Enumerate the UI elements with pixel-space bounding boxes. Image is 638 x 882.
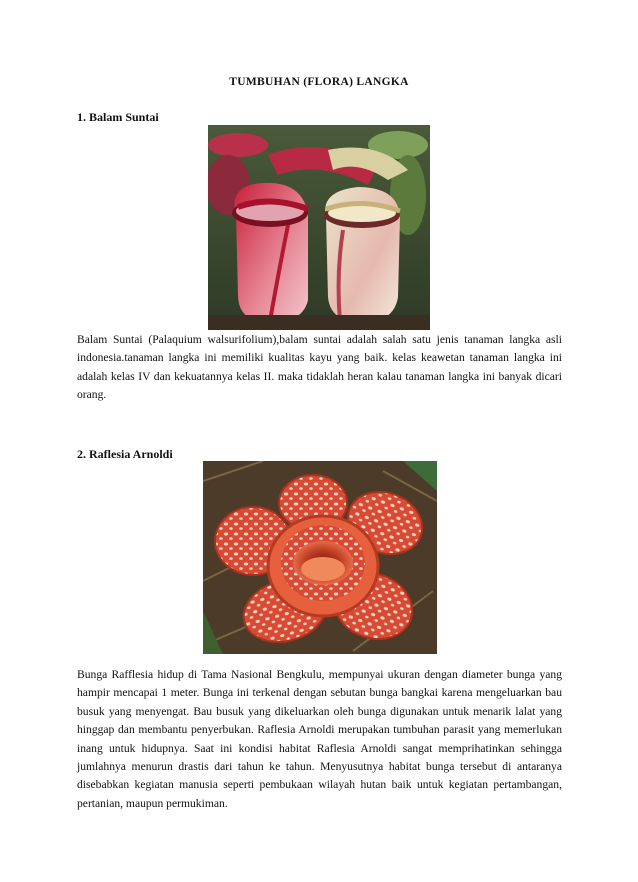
section-body-raflesia-arnoldi: Bunga Rafflesia hidup di Tama Nasional Bengkulu, mempunyai ukuran dengan diameter bunga yang hampir mencapai 1 meter. Bunga ini terkenal dengan sebutan bunga bangkai karena mengeluarkan bau busuk yang menyengat. Bau busuk yang dikeluarkan oleh bunga digunakan untuk menarik lalat yang hinggap dan membantu penyerbukan. Raflesia Arnoldi merupakan tumbuhan parasit yang memerlukan inang untuk hidupnya. Saat ini kondisi habitat Raflesia Arnoldi sangat memprihatinkan sehingga jumlahnya menurun drastis dari tahun ke tahun. Menyusutnya habitat bunga tersebut di antaranya disebabkan kegiatan manusia seperti pembukaan wilayah hutan baik untuk kegiatan pertambangan, pertanian, maupun permukiman. bbox=[77, 668, 562, 810]
pitcher-plant-image bbox=[208, 125, 430, 330]
rafflesia-image bbox=[203, 461, 437, 654]
section-body-balam-suntai: Balam Suntai (Palaquium walsurifolium),balam suntai adalah salah satu jenis tanaman langka asli indonesia.tanaman langka ini memiliki kualitas kayu yang baik. kelas keawetan tanaman langka ini adalah kelas IV dan kekuatannya kelas II. maka tidaklah heran kalau tanaman langka ini banyak dicari orang. bbox=[77, 333, 562, 402]
document-title: TUMBUHAN (FLORA) LANGKA bbox=[229, 76, 409, 88]
section-heading-raflesia-arnoldi: 2. Raflesia Arnoldi bbox=[77, 447, 173, 461]
section-heading-balam-suntai: 1. Balam Suntai bbox=[77, 110, 159, 124]
